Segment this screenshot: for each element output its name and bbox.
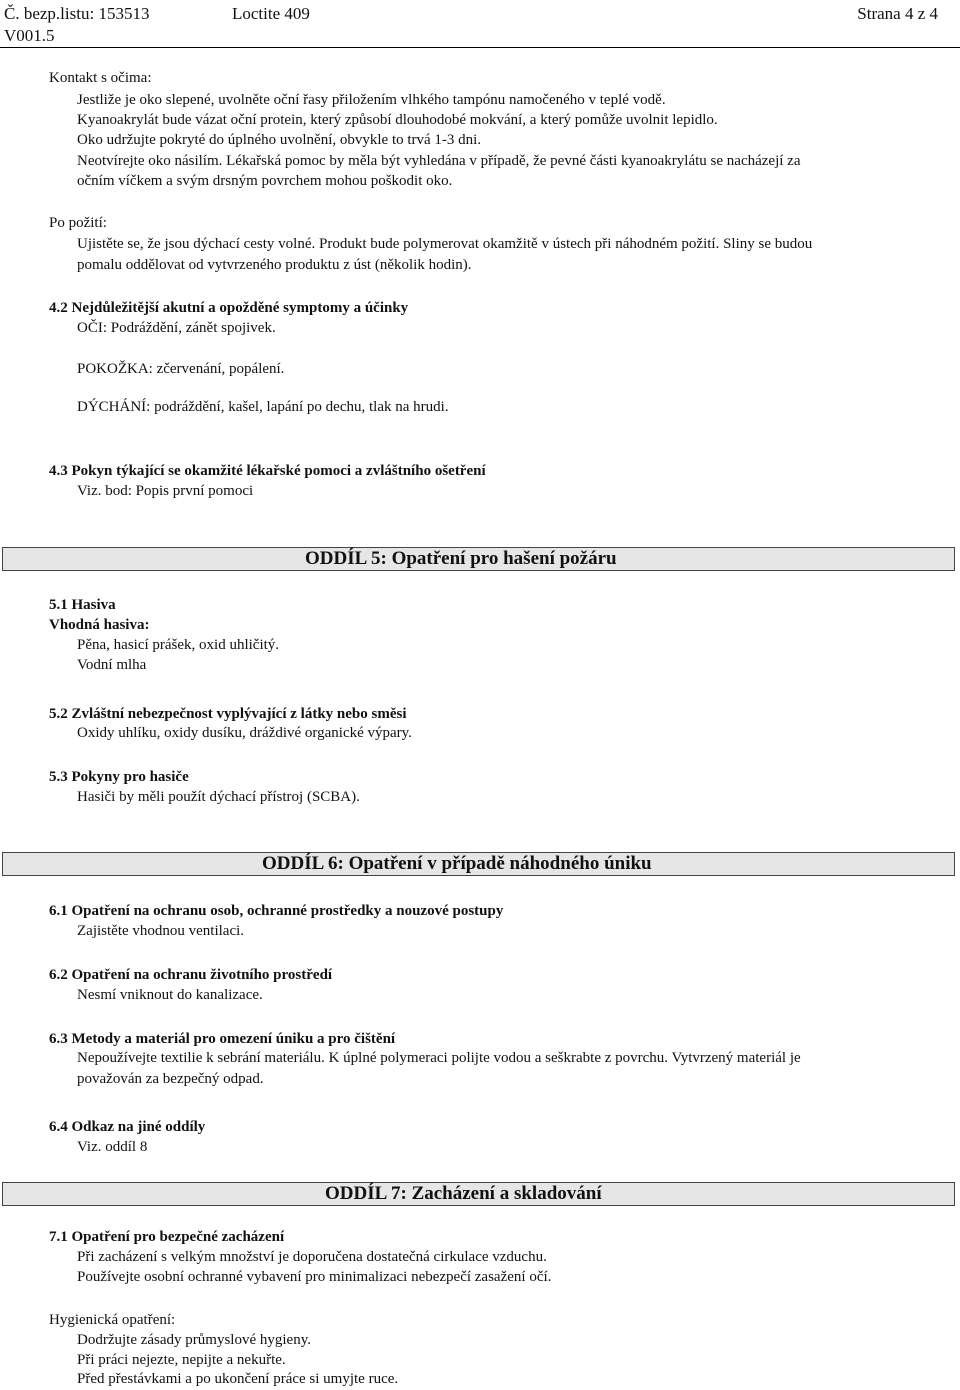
symptom-skin: POKOŽKA: zčervenání, popálení. — [77, 361, 285, 377]
section-7-1-line: Při zacházení s velkým množství je doporučena dostatečná cirkulace vzduchu. — [77, 1249, 547, 1265]
hygiene-line: Při práci nejezte, nepijte a nekuřte. — [77, 1352, 286, 1368]
section-5-banner — [2, 547, 955, 571]
eye-contact-line: očním víčkem a svým drsným povrchem mohou poškodit oko. — [77, 173, 453, 189]
section-5-1-heading: 5.1 Hasiva — [49, 597, 116, 613]
product-name: Loctite 409 — [232, 4, 310, 23]
ingestion-line: pomalu oddělovat od vytvrzeného produktu z úst (několik hodin). — [77, 257, 472, 273]
section-6-banner — [2, 852, 955, 876]
section-5-2-text: Oxidy uhlíku, oxidy dusíku, dráždivé organické výpary. — [77, 725, 412, 741]
eye-contact-label: Kontakt s očima: — [49, 70, 152, 86]
page-number: Strana 4 z 4 — [857, 4, 938, 23]
section-7-1-heading: 7.1 Opatření pro bezpečné zacházení — [49, 1229, 285, 1245]
section-6-2-heading: 6.2 Opatření na ochranu životního prostředí — [49, 967, 333, 983]
eye-contact-line: Neotvírejte oko násilím. Lékařská pomoc by měla být vyhledána v případě, že pevné části kyanoakrylátu se nacházejí za — [77, 153, 801, 169]
section-5-title: ODDÍL 5: Opatření pro hašení požáru — [305, 548, 617, 569]
section-7-title: ODDÍL 7: Zacházení a skladování — [325, 1183, 602, 1204]
section-5-3-heading: 5.3 Pokyny pro hasiče — [49, 769, 189, 785]
symptom-eyes: OČI: Podráždění, zánět spojivek. — [77, 320, 276, 336]
section-4-3-text: Viz. bod: Popis první pomoci — [77, 483, 254, 499]
symptom-breathing: DÝCHÁNÍ: podráždění, kašel, lapání po dechu, tlak na hrudi. — [77, 399, 449, 415]
section-7-banner — [2, 1182, 955, 1206]
section-4-2-heading: 4.2 Nejdůležitější akutní a opožděné symptomy a účinky — [49, 300, 409, 316]
extinguishing-media: Vodní mlha — [77, 657, 147, 673]
section-7-1-line: Používejte osobní ochranné vybavení pro minimalizaci nebezpečí zasažení očí. — [77, 1269, 552, 1285]
version: V001.5 — [4, 26, 55, 45]
suitable-media-label: Vhodná hasiva: — [49, 617, 150, 633]
section-6-title: ODDÍL 6: Opatření v případě náhodného úniku — [262, 853, 652, 874]
section-6-4-text: Viz. oddíl 8 — [77, 1139, 148, 1155]
section-5-3-text: Hasiči by měli použít dýchací přístroj (SCBA). — [77, 789, 360, 805]
section-4-3-heading: 4.3 Pokyn týkající se okamžité lékařské pomoci a zvláštního ošetření — [49, 463, 486, 479]
ingestion-label: Po požití: — [49, 215, 107, 231]
eye-contact-line: Jestliže je oko slepené, uvolněte oční řasy přiložením vlhkého tampónu namočeného v teplé vodě. — [77, 92, 666, 108]
section-6-3-line: považován za bezpečný odpad. — [77, 1071, 264, 1087]
extinguishing-media: Pěna, hasicí prášek, oxid uhličitý. — [77, 637, 280, 653]
hygiene-line: Před přestávkami a po ukončení práce si umyjte ruce. — [77, 1371, 399, 1387]
section-6-1-heading: 6.1 Opatření na ochranu osob, ochranné prostředky a nouzové postupy — [49, 903, 504, 919]
eye-contact-line: Kyanoakrylát bude vázat oční protein, který způsobí dlouhodobé mokvání, a který pomůže uvolnit lepidlo. — [77, 112, 718, 128]
hygiene-label: Hygienická opatření: — [49, 1312, 176, 1328]
section-6-1-text: Zajistěte vhodnou ventilaci. — [77, 923, 245, 939]
ingestion-line: Ujistěte se, že jsou dýchací cesty volné. Produkt bude polymerovat okamžitě v ústech při náhodném požití. Sliny se budou — [77, 236, 813, 252]
section-6-3-line: Nepoužívejte textilie k sebrání materiálu. K úplné polymeraci polijte vodou a seškrabte z povrchu. Vytvrzený materiál je — [77, 1050, 801, 1066]
hygiene-line: Dodržujte zásady průmyslové hygieny. — [77, 1332, 311, 1348]
header-divider — [0, 47, 960, 48]
eye-contact-line: Oko udržujte pokryté do úplného uvolnění, obvykle to trvá 1-3 dni. — [77, 132, 482, 148]
section-6-3-heading: 6.3 Metody a materiál pro omezení úniku a pro čištění — [49, 1031, 396, 1047]
section-6-4-heading: 6.4 Odkaz na jiné oddíly — [49, 1119, 206, 1135]
section-5-2-heading: 5.2 Zvláštní nebezpečnost vyplývající z látky nebo směsi — [49, 706, 407, 722]
section-6-2-text: Nesmí vniknout do kanalizace. — [77, 987, 263, 1003]
sheet-number: Č. bezp.listu: 153513 — [4, 4, 150, 23]
